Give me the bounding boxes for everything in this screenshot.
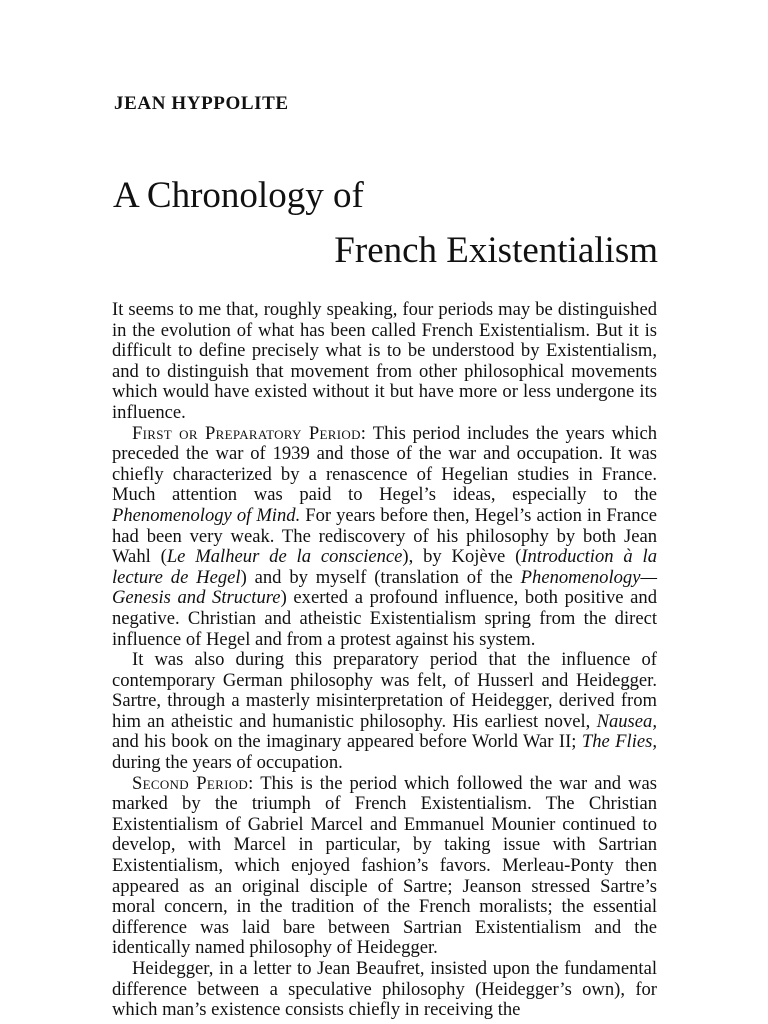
paragraph-first-period: First or Preparatory Period: This period includes the years which preceded the war of 1939 and those of the war and occupation. It was chiefly characterized by a renascence of Hegelian studies in France. Much attention was paid to Hegel’s ideas, especially to the Phenomenology of Mind. For years before then, Hegel’s action in France had been very weak. The rediscovery of his philosophy by both Jean Wahl (Le Malheur de la conscience), by Kojève (Introduction à la lecture de Hegel) and by myself (translation of the Phenomenology—Genesis and Structure) exerted a profound influence, both positive and negative. Christian and atheistic Existentialism spring from the direct influence of Hegel and from a protest against his system. (112, 422, 658, 650)
article-body (112, 300, 657, 1021)
paragraph-german-influence: It was also during this preparatory period that the influence of contemporary German philosophy was felt, of Husserl and Heidegger. Sartre, through a masterly misinterpretation of Heidegger, derived from him an atheistic and humanistic philosophy. His earliest novel, Nausea, and his book on the imaginary appeared before World War II; The Flies, during the years of occupation. (112, 649, 657, 774)
title-introduction-hegel: Introduction à la lecture de Hegel (112, 546, 658, 588)
title-nausea: Nausea, (596, 710, 657, 732)
paragraph-heidegger-letter: Heidegger, in a letter to Jean Beaufret, insisted upon the fundamental difference between a speculative philosophy (Heidegger’s own), for which man’s existence consists chiefly in receiving the (112, 958, 657, 1021)
article-title-line-2: French Existentialism (334, 230, 658, 271)
paragraph-second-period: Second Period: This is the period which followed the war and was marked by the triumph of French Existentialism. The Christian Existentialism of Gabriel Marcel and Emmanuel Mounier continued to develop, with Marcel in particular, by taking issue with Sartrian Existentialism, which enjoyed fashion’s favors. Merleau-Ponty then appeared as an original disciple of Sartre; Jeanson stressed Sartre’s moral concern, in the tradition of the French moralists; the essential difference was laid bare between Sartrian Existentialism and the identically named philosophy of Heidegger. (112, 772, 657, 959)
title-le-malheur: Le Malheur de la conscience (166, 546, 403, 568)
second-period-heading: Second Period: (132, 772, 254, 794)
author-name: JEAN HYPPOLITE (114, 93, 289, 114)
article-title-line-1: A Chronology of (113, 175, 364, 216)
title-the-flies: The Flies, (581, 731, 657, 753)
title-phenomenology-of-mind: Phenomenology of Mind. (112, 504, 301, 526)
title-phenomenology-genesis: Phenomenology—Genesis and Structure (112, 566, 657, 609)
paragraph-intro: It seems to me that, roughly speaking, four periods may be distinguished in the evolution of what has been called French Existentialism. But it is difficult to define precisely what is to be understood by Existentialism, and to distinguish that movement from other philosophical movements which would have existed without it but have more or less undergone its influence. (112, 299, 657, 423)
first-period-heading: First or Preparatory Period: (132, 422, 367, 444)
